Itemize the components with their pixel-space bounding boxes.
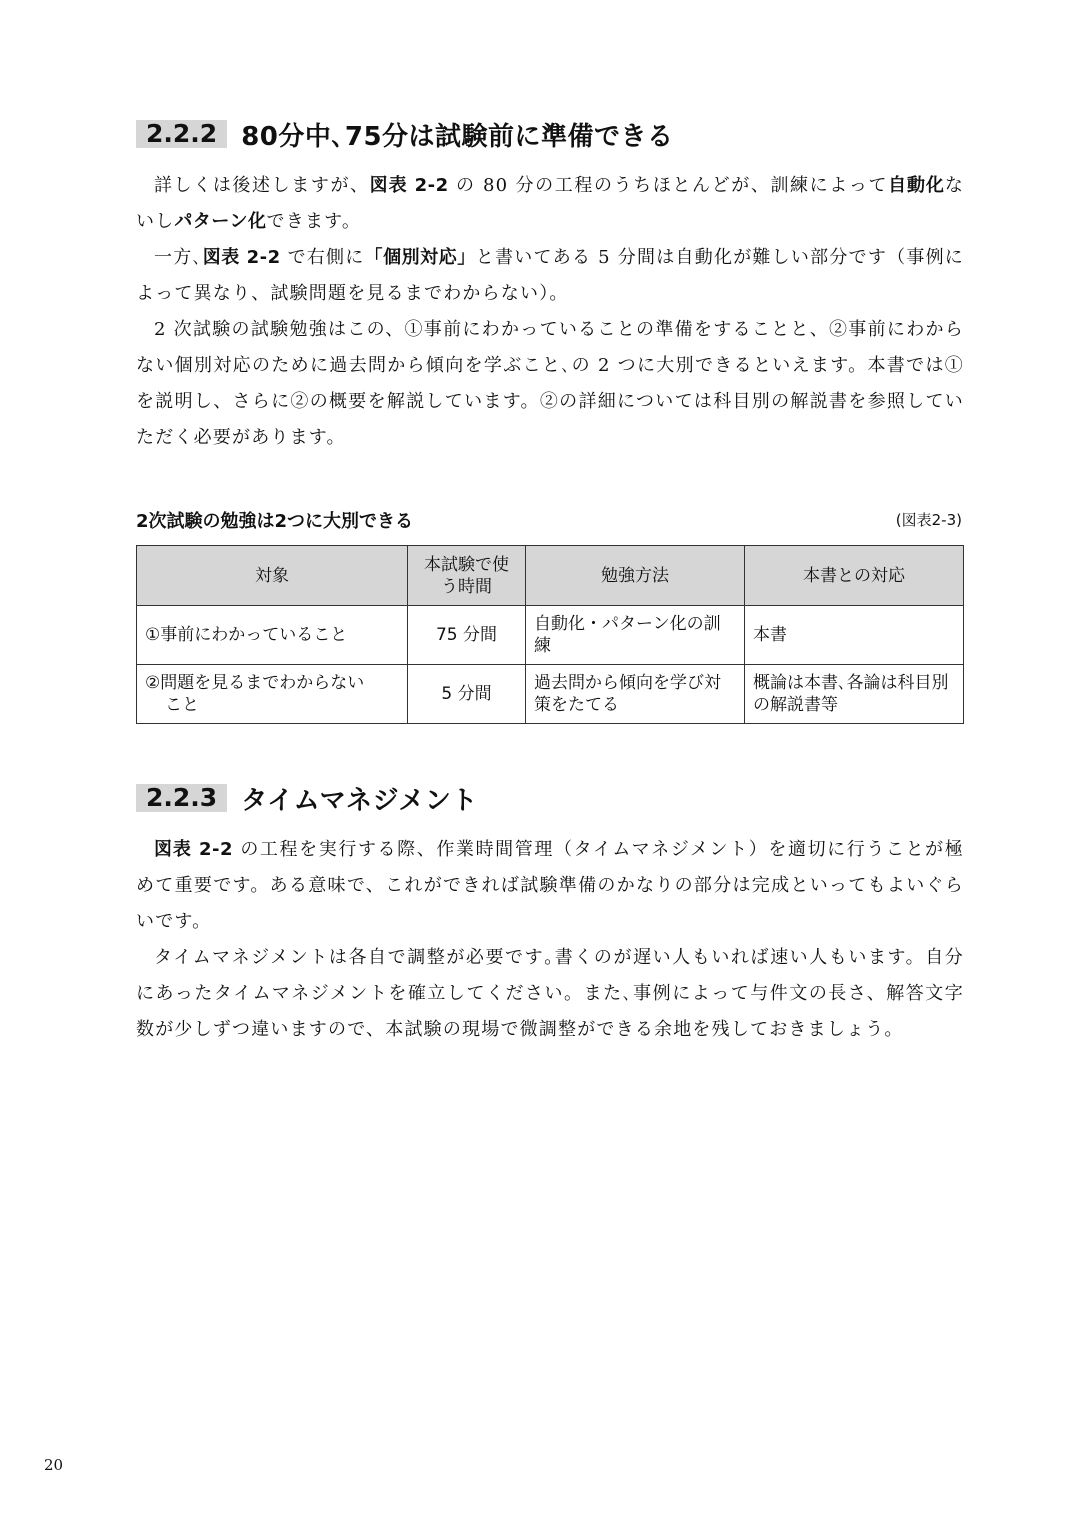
bold-term: 図表 2-2 xyxy=(154,839,233,860)
page-number: 20 xyxy=(44,1456,64,1474)
figure-caption xyxy=(136,505,962,531)
section-number: 2.2.2 xyxy=(136,120,227,148)
cell-method: 過去問から傾向を学び対策をたてる xyxy=(526,665,745,724)
text-run: 2 次試験の試験勉強はこの、①事前にわかっていることの準備をすることと、②事前にわからない個別対応のために過去問から傾向を学ぶこと､の 2 つに大別できるといえます。本書では①を説明し、さらに②の概要を解説しています。②の詳細については科目別の解説書を参照していただく必要があります。 xyxy=(136,319,964,448)
figure-title: 2次試験の勉強は2つに大別できる xyxy=(136,511,414,532)
bold-term: パターン化 xyxy=(174,211,267,232)
cell-target: ①事前にわかっていること xyxy=(137,606,408,665)
paragraph xyxy=(136,168,964,240)
text-run: で右側に xyxy=(280,247,365,268)
section-heading-2-2-2 xyxy=(136,112,674,156)
bold-term: 図表 2-2 xyxy=(369,175,449,196)
paragraph xyxy=(136,312,964,456)
bold-term: 図表 2-2 xyxy=(202,247,281,268)
header-method: 勉強方法 xyxy=(526,546,745,606)
text-run: できます。 xyxy=(266,211,362,232)
cell-time: 75 分間 xyxy=(408,606,526,665)
header-book: 本書との対応 xyxy=(745,546,964,606)
section-heading-2-2-3 xyxy=(136,776,478,820)
table-row xyxy=(137,606,964,665)
cell-target: ②問題を見るまでわからない こと xyxy=(137,665,408,724)
section-2-2-3-body xyxy=(136,832,964,1048)
section-2-2-2-body xyxy=(136,168,964,456)
text-run: ないし xyxy=(136,175,965,232)
paragraph xyxy=(136,832,964,940)
table-row xyxy=(137,665,964,724)
section-title: タイムマネジメント xyxy=(241,785,478,816)
text-run: の工程を実行する際、作業時間管理（タイムマネジメント）を適切に行うことが極めて重要です。ある意味で、これができれば試験準備のかなりの部分は完成といってもよいぐらいです。 xyxy=(136,839,964,932)
paragraph xyxy=(136,940,964,1048)
figure-number: (図表2-3) xyxy=(895,511,962,529)
cell-time: 5 分間 xyxy=(408,665,526,724)
cell-book: 概論は本書､各論は科目別の解説書等 xyxy=(745,665,964,724)
bold-term: 自動化 xyxy=(888,175,945,196)
paragraph xyxy=(136,240,964,312)
text-run: タイムマネジメントは各自で調整が必要です｡書くのが遅い人もいれば速い人もいます。自分にあったタイムマネジメントを確立してください。また､事例によって与件文の長さ、解答文字数が少しずつ違いますので、本試験の現場で微調整ができる余地を残しておきましょう。 xyxy=(136,947,964,1040)
text-run: の 80 分の工程のうちほとんどが、訓練によって xyxy=(448,175,889,196)
text-run: 一方､ xyxy=(154,247,203,268)
header-target: 対象 xyxy=(137,546,408,606)
section-number: 2.2.3 xyxy=(136,784,227,812)
header-time: 本試験で使う時間 xyxy=(408,546,526,606)
section-title: 80分中､75分は試験前に準備できる xyxy=(241,121,674,152)
study-method-table xyxy=(136,545,964,724)
table-header-row xyxy=(137,546,964,606)
text-run: と書いてある 5 分間は自動化が難しい部分です（事例によって異なり、試験問題を見るまでわからない）。 xyxy=(136,247,965,304)
bold-term: 「個別対応」 xyxy=(364,247,476,268)
text-run: 詳しくは後述しますが、 xyxy=(154,175,370,196)
cell-book: 本書 xyxy=(745,606,964,665)
cell-method: 自動化・パターン化の訓練 xyxy=(526,606,745,665)
